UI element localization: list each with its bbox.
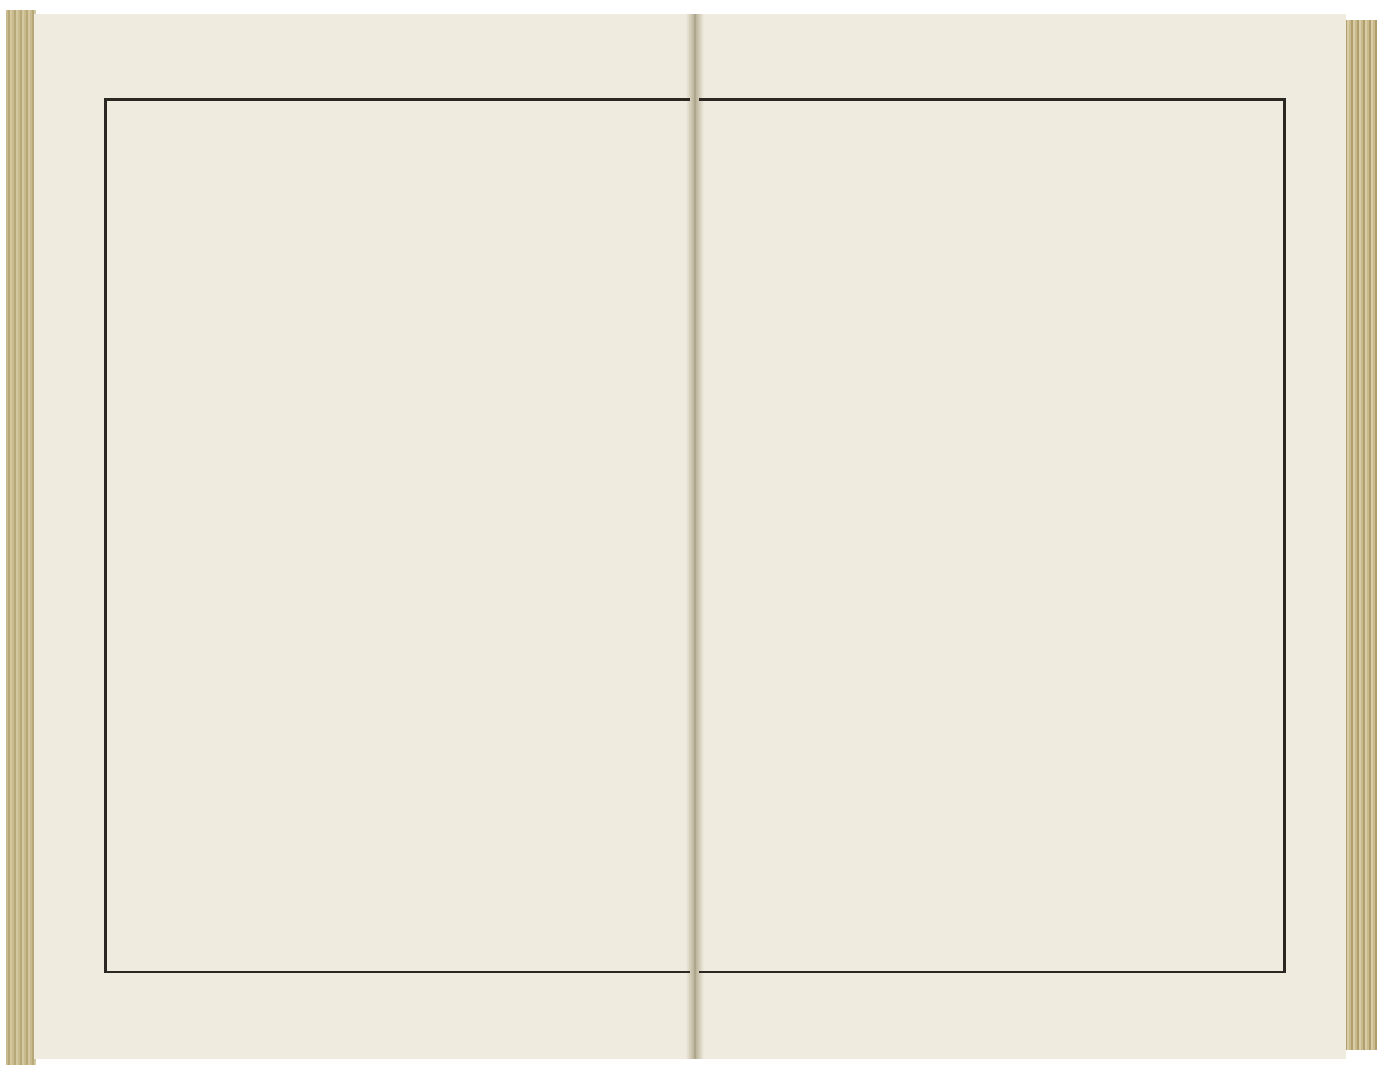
right-register-table	[699, 98, 1286, 973]
left-register-table	[104, 98, 690, 973]
right-page-edges	[1343, 20, 1377, 1050]
left-page-edges	[6, 10, 36, 1065]
